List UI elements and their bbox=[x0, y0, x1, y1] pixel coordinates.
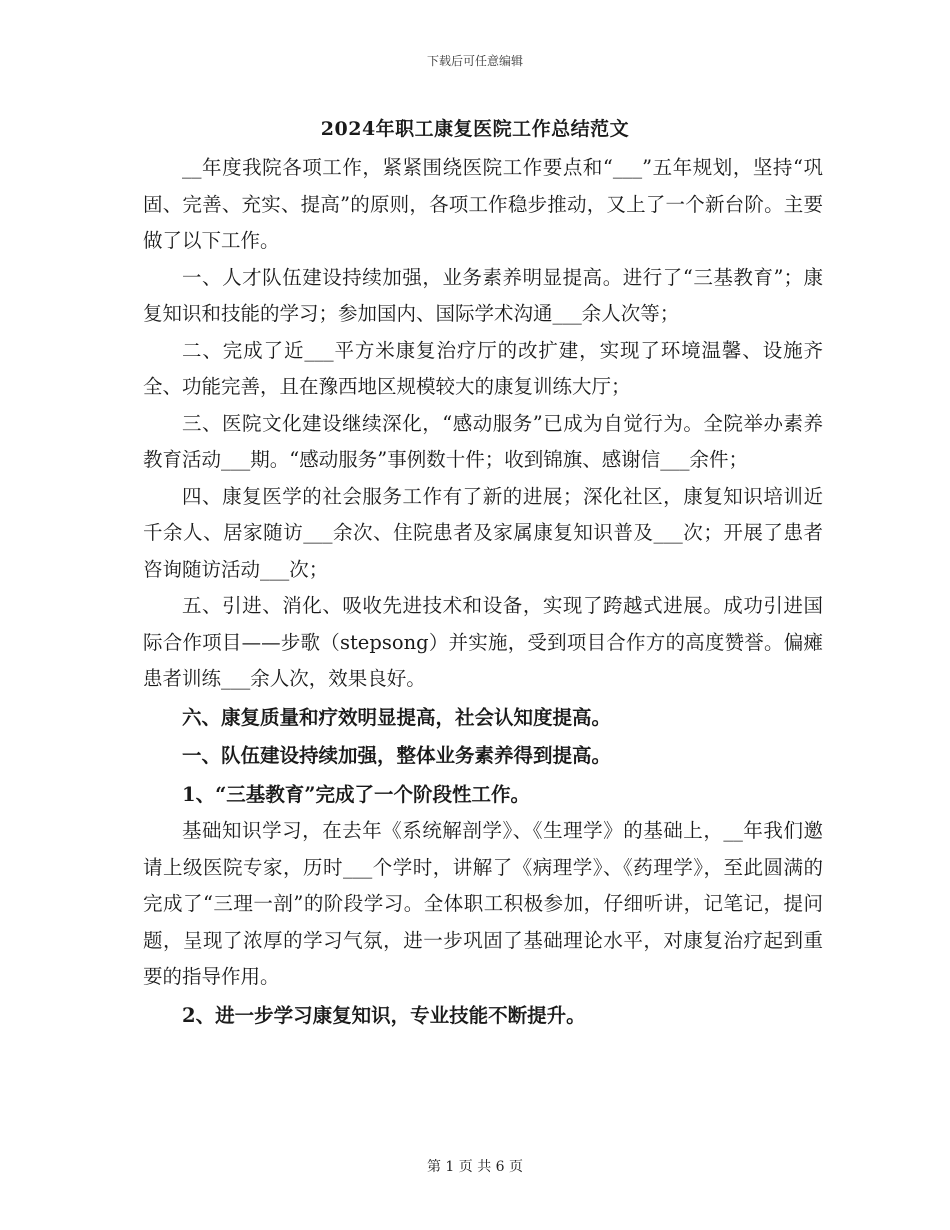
paragraph-item-5: 五、引进、消化、吸收先进技术和设备，实现了跨越式进展。成功引进国际合作项目——步歌（stepsong）并实施，受到项目合作方的高度赞誉。偏瘫患者训练___余人次，效果良好。 bbox=[143, 594, 823, 690]
paragraph-item-3: 三、医院文化建设继续深化，“感动服务”已成为自觉行为。全院举办素养教育活动___期。“感动服务”事例数十件；收到锦旗、感谢信___余件； bbox=[143, 411, 823, 471]
document-body bbox=[143, 150, 823, 1034]
heading-item-6: 六、康复质量和疗效明显提高，社会认知度提高。 bbox=[182, 705, 612, 729]
paragraph-item-1: 一、人才队伍建设持续加强，业务素养明显提高。进行了“三基教育”；康复知识和技能的学习；参加国内、国际学术沟通___余人次等； bbox=[143, 265, 823, 325]
page-header-note: 下载后可任意编辑 bbox=[426, 54, 523, 68]
paragraph-item-4: 四、康复医学的社会服务工作有了新的进展；深化社区，康复知识培训近千余人、居家随访___余次、住院患者及家属康复知识普及___次；开展了患者咨询随访活动___次； bbox=[143, 484, 823, 581]
section-heading-1: 一、队伍建设持续加强，整体业务素养得到提高。 bbox=[182, 744, 612, 767]
document-title: 2024年职工康复医院工作总结范文 bbox=[320, 118, 630, 140]
page-number: 第 1 页 共 6 页 bbox=[426, 1159, 524, 1175]
subsection-heading-1: 1、“三基教育”完成了一个阶段性工作。 bbox=[182, 782, 531, 806]
paragraph-item-2: 二、完成了近___平方米康复治疗厅的改扩建，实现了环境温馨、设施齐全、功能完善，且在豫西地区规模较大的康复训练大厅； bbox=[143, 338, 823, 398]
paragraph-basic-knowledge: 基础知识学习，在去年《系统解剖学》、《生理学》的基础上，__年我们邀请上级医院专家，历时___个学时，讲解了《病理学》、《药理学》，至此圆满的完成了“三理一剖”的阶段学习。全体职工积极参加，仔细听讲，记笔记，提问题，呈现了浓厚的学习气氛，进一步巩固了基础理论水平，对康复治疗起到重要的指导作用。 bbox=[143, 819, 823, 988]
subsection-heading-2: 2、进一步学习康复知识，专业技能不断提升。 bbox=[182, 1003, 586, 1027]
paragraph-intro: __年度我院各项工作，紧紧围绕医院工作要点和“___”五年规划，坚持“巩固、完善、充实、提高”的原则，各项工作稳步推动，又上了一个新台阶。主要做了以下工作。 bbox=[143, 156, 823, 252]
